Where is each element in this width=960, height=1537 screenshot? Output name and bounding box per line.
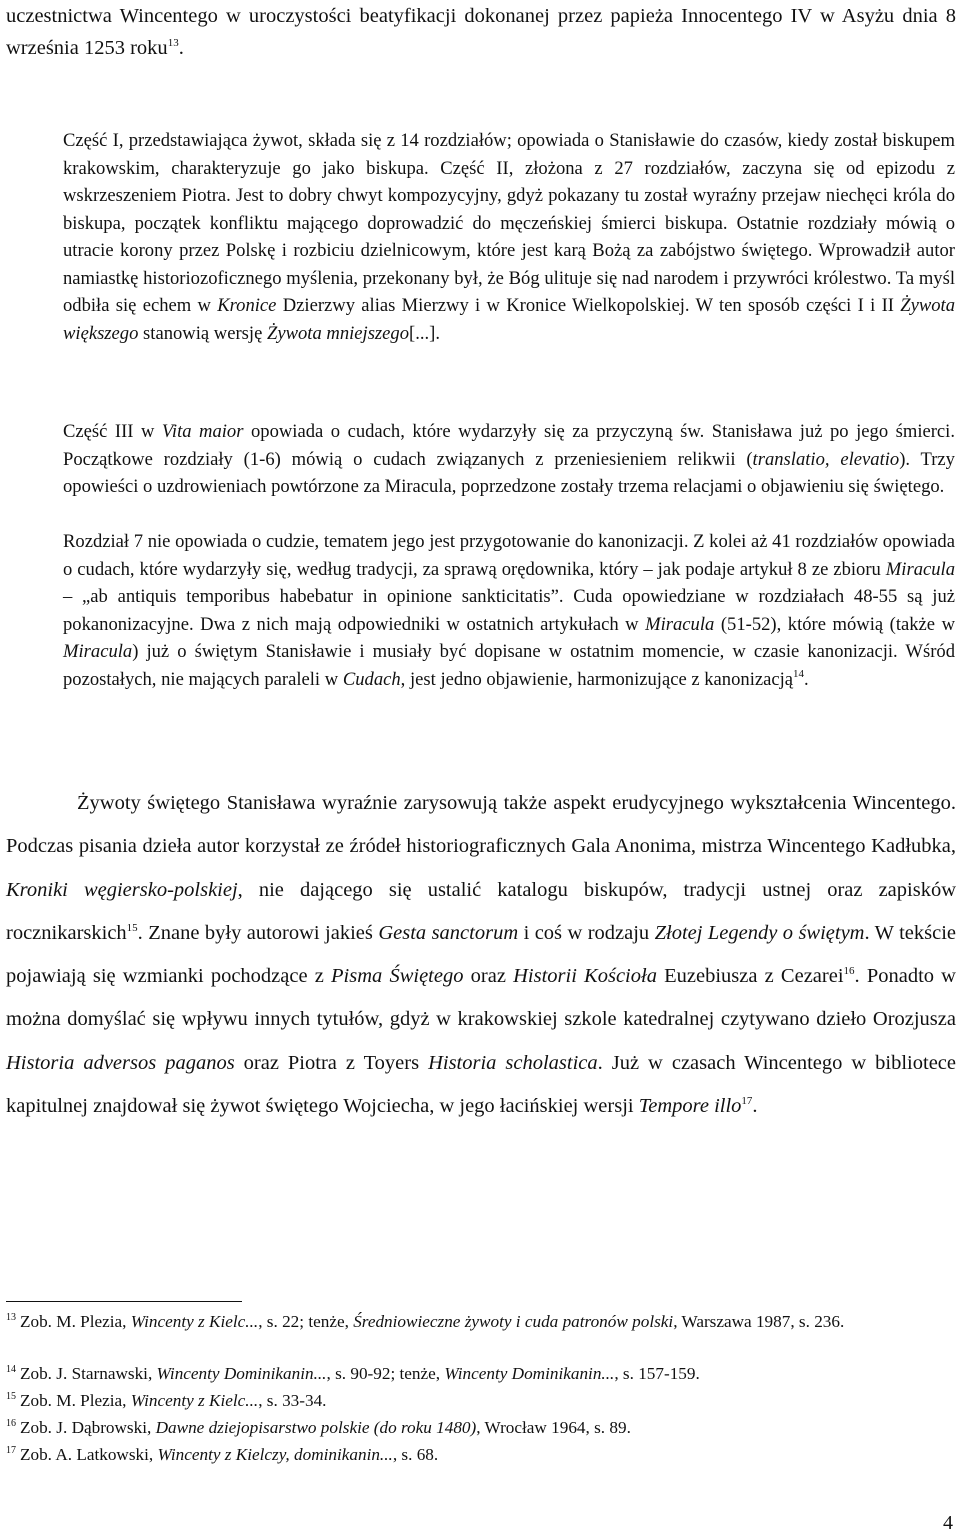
footnote-13: $^{13}$ Zob. M. Plezia, Wincenty z Kielc..., s. 22; tenże, Średniowieczne żywoty i cuda patronów polski, Warszawa 1987, s. 236. — [6, 1312, 845, 1331]
footnote-15: $^{15}$ Zob. M. Plezia, Wincenty z Kielc..., s. 33-34. — [6, 1391, 327, 1410]
footnote-ref-17[interactable]: 17 — [741, 1095, 753, 1108]
paragraph-part-3: Część III w Vita maior opowiada o cudach, które wydarzyły się za przyczyną św. Stanisława już po jego śmierci. Początkowe rozdziały (1-6) mówią o cudach związanych z przeniesieniem relikwii (translatio, elevatio). Trzy opowieści o uzdrowieniach powtórzone za Miracula, poprzedzone zostały trzema relacjami o objawieniu się świętego. — [63, 421, 955, 497]
footnote-ref-15[interactable]: 15 — [126, 921, 138, 934]
paragraph-part-1-2: Część I, przedstawiająca żywot, składa się z 14 rozdziałów; opowiada o Stanisławie do czasów, kiedy został biskupem krakowskim, charakteryzuje go jako biskupa. Część II, złożona z 27 rozdziałów, zaczyna się od epizodu z wskrzeszeniem Piotra. Jest to dobry chwyt kompozycyjny, gdyż pokazany tu został wyraźny przejaw niechęci króla do biskupa, początek konfliktu mającego doprowadzić do męczeńskiej śmierci biskupa. Ostatnie rozdziały mówią o utracie korony przez Polskę i rozbiciu dzielnicowym, które jest karą Bożą za zabójstwo świętego. Wprowadził autor namiastkę historiozoficznego myślenia, przekonany był, że Bóg ulituje się nad narodem i przywróci królestwo. Ta myśl odbiła się echem w Kronice Dzierzwy alias Mierzwy i w Kronice Wielkopolskiej. W ten sposób części I i II Żywota większego stanowią wersję Żywota mniejszego[...]. — [63, 130, 955, 344]
footnote-divider — [6, 1301, 242, 1302]
paragraph-part-4: Rozdział 7 nie opowiada o cudzie, tematem jego jest przygotowanie do kanonizacji. Z kolei aż 41 rozdziałów opowiada o cudach, które wydarzyły się, według tradycji, za sprawą orędownika, który – jak podaje artykuł 8 ze zbioru Miracula – „ab antiquis temporibus habebatur in opinione sankticitatis”. Cuda opowiedziane w rozdziałach 48-55 są już pokanonizacyjne. Dwa z nich mają odpowiedniki w ostatnich artykułach w Miracula (51-52), które mówią (także w Miracula) już o świętym Stanisławie i musiały być dopisane w ostatnim momencie, w czasie kanonizacji. Wśród pozostałych, nie mających paraleli w Cudach, jest jedno objawienie, harmonizujące z kanonizacją$^{14}$. — [63, 531, 956, 690]
footnote-14: $^{14}$ Zob. J. Starnawski, Wincenty Dominikanin..., s. 90-92; tenże, Wincenty Dominikanin..., s. 157-159. — [6, 1364, 700, 1383]
footnote-17: $^{17}$ Zob. A. Latkowski, Wincenty z Kielczy, dominikanin..., s. 68. — [6, 1445, 439, 1464]
footnote-16: $^{16}$ Zob. J. Dąbrowski, Dawne dziejopisarstwo polskie (do roku 1480), Wrocław 1964, s. 89. — [6, 1418, 631, 1437]
intro-paragraph: uczestnictwa Wincentego w uroczystości beatyfikacji dokonanej przez papieża Innocentego IV w Asyżu dnia 8 września 1253 roku$^{13}$. — [6, 5, 956, 59]
footnote-ref-13[interactable]: 13 — [167, 37, 179, 49]
paragraph-erudition: Żywoty świętego Stanisława wyraźnie zarysowują także aspekt erudycyjnego wykształcenia Wincentego. Podczas pisania dzieła autor korzystał ze źródeł historiograficznych Gala Anonima, mistrza Wincentego Kadłubka, Kroniki węgiersko-polskiej, nie dającego się ustalić katalogu biskupów, tradycji ustnej oraz zapisków rocznikarskich$^{15}$. Znane były autorowi jakieś Gesta sanctorum i coś w rodzaju Złotej Legendy o świętym. W tekście pojawiają się wzmianki pochodzące z Pisma Świętego oraz Historii Kościoła Euzebiusza z Cezarei$^{16}$. Ponadto w można domyślać się wpływu innych tytułów, gdyż w krakowskiej szkole katedralnej czytywano dzieło Orozjusza Historia adversos paganos oraz Piotra z Toyers Historia scholastica. Już w czasach Wincentego w bibliotece kapitulnej znajdował się żywot świętego Wojciecha, w jego łacińskiej wersji Tempore illo$^{17}$. — [6, 792, 956, 1118]
footnote-ref-14[interactable]: 14 — [793, 667, 805, 680]
page-number: 4 — [943, 1512, 953, 1534]
footnote-ref-16[interactable]: 16 — [843, 965, 855, 978]
